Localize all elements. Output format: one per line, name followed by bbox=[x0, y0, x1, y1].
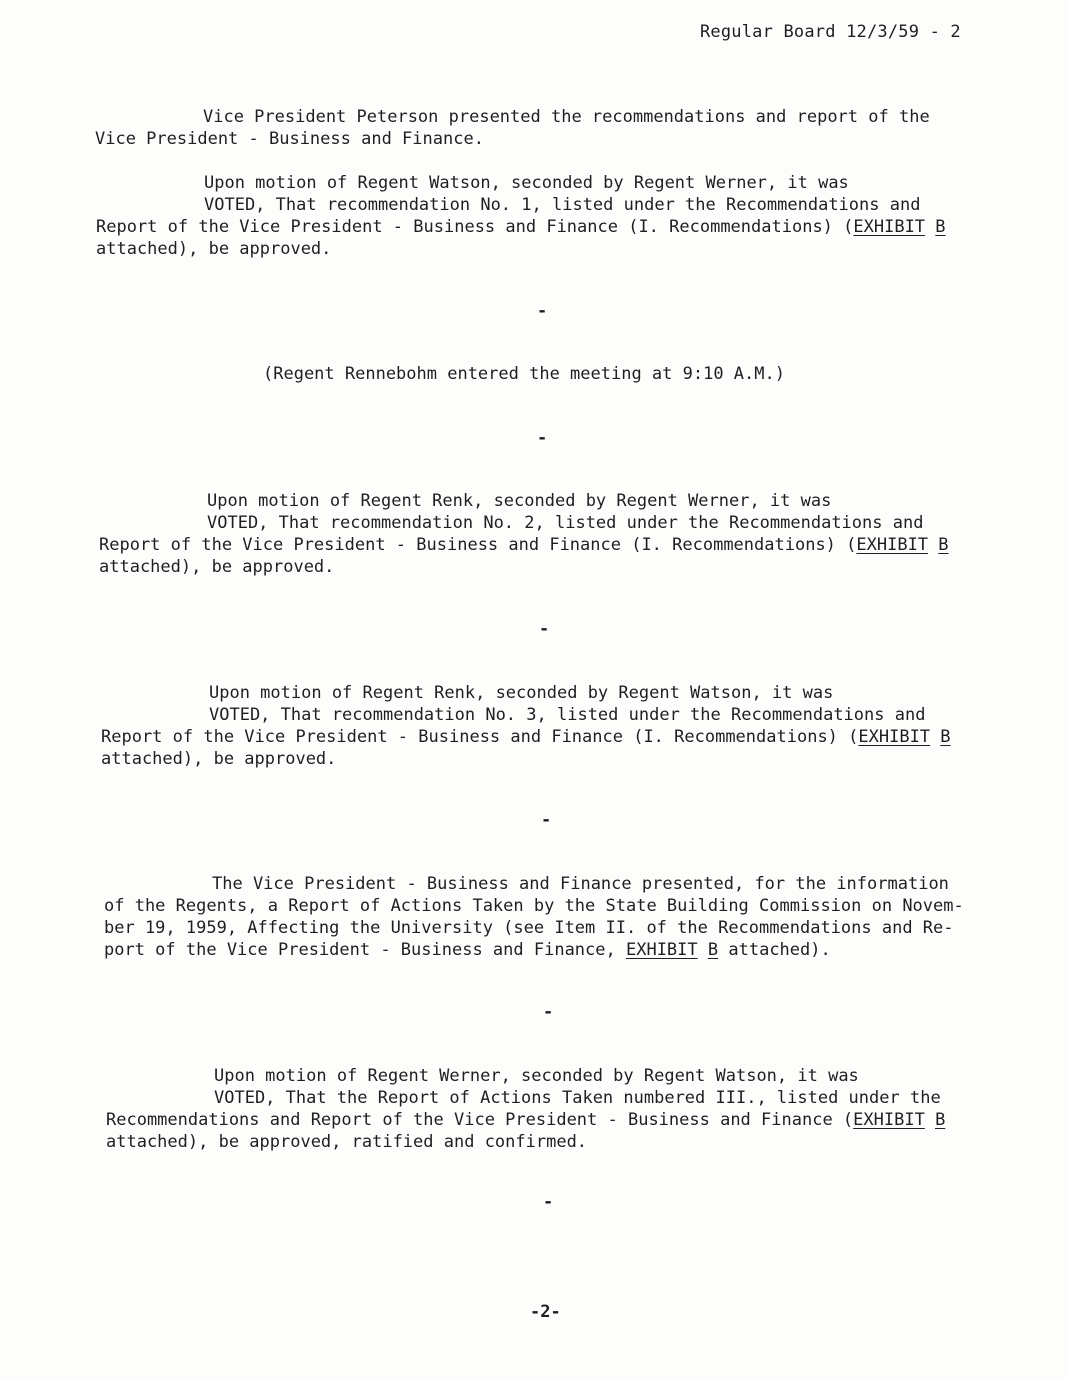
text-line: attached), be approved. bbox=[96, 239, 332, 259]
section-separator: - bbox=[543, 1192, 554, 1212]
text-line: The Vice President - Business and Finance presented, for the information bbox=[212, 874, 949, 894]
paragraph-building-commission bbox=[104, 873, 1004, 961]
text-line bbox=[101, 726, 981, 748]
text-line: VOTED, That recommendation No. 2, listed under the Recommendations and bbox=[207, 513, 924, 533]
paragraph-motion-2 bbox=[99, 490, 979, 578]
exhibit-letter: B bbox=[938, 535, 949, 555]
section-separator: - bbox=[543, 1002, 554, 1022]
text-line: Upon motion of Regent Watson, seconded by Regent Werner, it was bbox=[204, 173, 849, 193]
text-line: VOTED, That recommendation No. 3, listed under the Recommendations and bbox=[209, 705, 926, 725]
exhibit-letter: B bbox=[707, 940, 719, 960]
text-line bbox=[106, 1109, 986, 1131]
text-line: of the Regents, a Report of Actions Taken by the State Building Commission on Novem- bbox=[104, 896, 964, 916]
text-line: Vice President Peterson presented the recommendations and report of the bbox=[203, 107, 930, 127]
paragraph-motion-1 bbox=[96, 172, 976, 260]
section-separator: - bbox=[539, 619, 550, 639]
text-line: ber 19, 1959, Affecting the University (see Item II. of the Recommendations and Re- bbox=[104, 918, 954, 938]
text-span: port of the Vice President - Business and Finance, bbox=[104, 940, 626, 960]
text-span: Recommendations and Report of the Vice President - Business and Finance ( bbox=[106, 1110, 854, 1130]
text-line: Upon motion of Regent Werner, seconded by Regent Watson, it was bbox=[214, 1066, 859, 1086]
attendance-note: (Regent Rennebohm entered the meeting at 9:10 A.M.) bbox=[263, 364, 785, 384]
text-span: attached). bbox=[718, 940, 831, 960]
text-line: attached), be approved, ratified and confirmed. bbox=[106, 1132, 588, 1152]
section-separator: - bbox=[541, 810, 552, 830]
exhibit-reference: EXHIBIT bbox=[853, 217, 926, 237]
text-span: Report of the Vice President - Business and Finance (I. Recommendations) ( bbox=[101, 727, 859, 747]
paragraph-motion-4 bbox=[106, 1065, 986, 1153]
text-span: Report of the Vice President - Business and Finance (I. Recommendations) ( bbox=[96, 217, 854, 237]
text-line: Vice President - Business and Finance. bbox=[95, 129, 484, 149]
exhibit-letter: B bbox=[935, 217, 946, 237]
text-line: VOTED, That recommendation No. 1, listed under the Recommendations and bbox=[204, 195, 921, 215]
exhibit-letter: B bbox=[940, 727, 951, 747]
paragraph-report-intro bbox=[95, 106, 975, 150]
text-line bbox=[99, 534, 979, 556]
exhibit-reference: EXHIBIT bbox=[856, 535, 929, 555]
section-separator: - bbox=[537, 428, 548, 448]
text-line: attached), be approved. bbox=[101, 749, 337, 769]
text-line: attached), be approved. bbox=[99, 557, 335, 577]
page-header: Regular Board 12/3/59 - 2 bbox=[700, 22, 961, 42]
exhibit-letter: B bbox=[935, 1110, 946, 1130]
text-line: Upon motion of Regent Renk, seconded by Regent Werner, it was bbox=[207, 491, 832, 511]
text-line: Upon motion of Regent Renk, seconded by Regent Watson, it was bbox=[209, 683, 834, 703]
exhibit-reference: EXHIBIT bbox=[853, 1110, 925, 1130]
page-number: -2- bbox=[530, 1302, 561, 1322]
paragraph-motion-3 bbox=[101, 682, 981, 770]
text-line: VOTED, That the Report of Actions Taken numbered III., listed under the bbox=[214, 1088, 941, 1108]
text-span: Report of the Vice President - Business and Finance (I. Recommendations) ( bbox=[99, 535, 857, 555]
section-separator: - bbox=[537, 301, 548, 321]
text-line bbox=[104, 939, 1004, 961]
text-line bbox=[96, 216, 976, 238]
exhibit-reference: EXHIBIT bbox=[625, 940, 698, 960]
exhibit-reference: EXHIBIT bbox=[858, 727, 931, 747]
